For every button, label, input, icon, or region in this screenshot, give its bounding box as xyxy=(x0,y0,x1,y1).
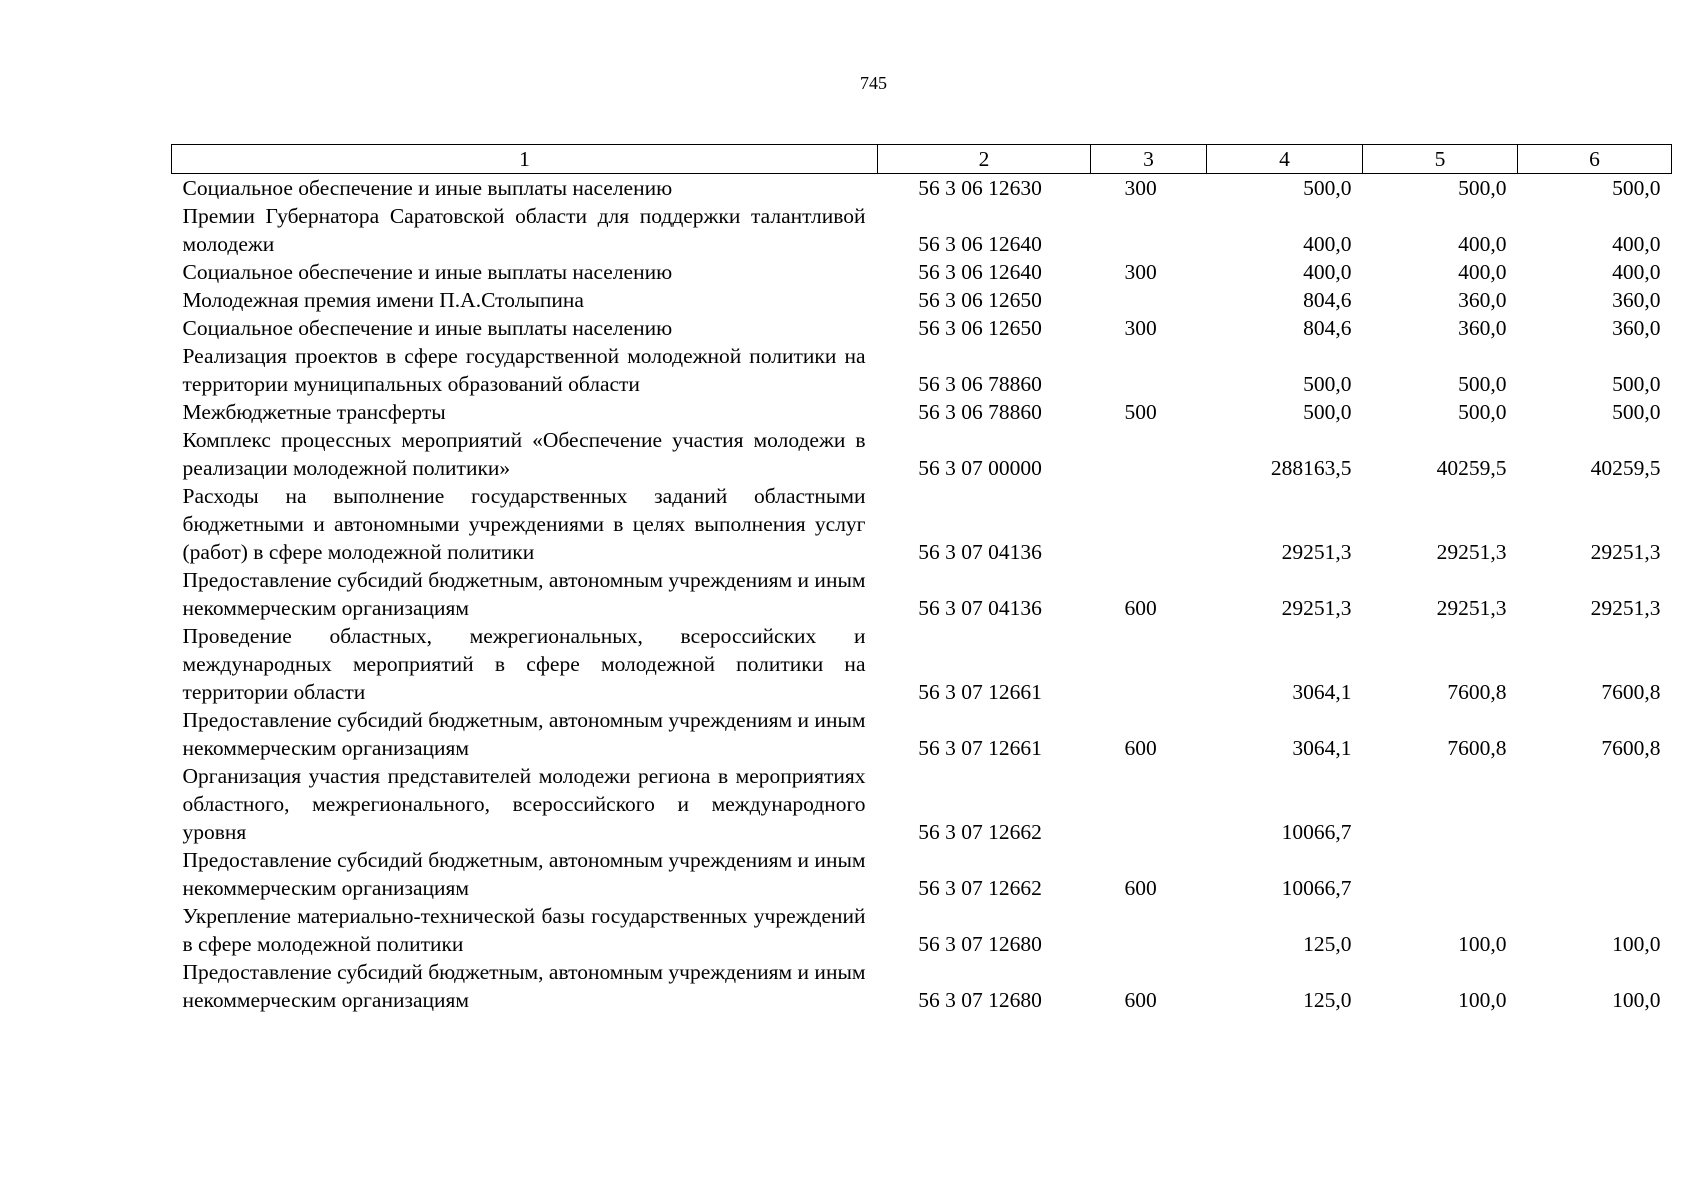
row-value-col6: 29251,3 xyxy=(1590,596,1661,620)
table-row xyxy=(172,202,1672,258)
row-value-col6: 400,0 xyxy=(1612,232,1661,256)
row-code: 56 3 06 12640 xyxy=(918,232,1042,256)
row-value-col4: 29251,3 xyxy=(1281,596,1352,620)
row-value-col4: 400,0 xyxy=(1303,232,1352,256)
row-name: Социальное обеспечение и иные выплаты населению xyxy=(182,176,673,200)
row-expense-type: 300 xyxy=(1124,260,1157,284)
row-expense-type xyxy=(1091,202,1207,258)
row-code: 56 3 07 12661 xyxy=(918,680,1042,704)
row-value-col4: 3064,1 xyxy=(1292,736,1352,760)
table-body xyxy=(172,174,1672,1015)
row-code: 56 3 07 00000 xyxy=(918,456,1042,480)
table-row xyxy=(172,566,1672,622)
row-expense-type: 500 xyxy=(1124,400,1157,424)
row-value-col4: 29251,3 xyxy=(1281,540,1352,564)
row-code: 56 3 06 12650 xyxy=(918,288,1042,312)
header-col-6: 6 xyxy=(1518,145,1672,174)
table-row xyxy=(172,314,1672,342)
row-value-col4: 288163,5 xyxy=(1270,456,1352,480)
table-row xyxy=(172,762,1672,846)
table-row xyxy=(172,958,1672,1014)
table-row xyxy=(172,286,1672,314)
row-name: Премии Губернатора Саратовской области для поддержки талантливой молодежи xyxy=(182,204,866,256)
row-value-col6: 100,0 xyxy=(1612,932,1661,956)
row-code: 56 3 06 78860 xyxy=(918,400,1042,424)
row-expense-type xyxy=(1091,426,1207,482)
row-value-col6: 500,0 xyxy=(1612,176,1661,200)
row-value-col6: 360,0 xyxy=(1612,288,1661,312)
header-col-1: 1 xyxy=(172,145,878,174)
row-value-col5: 100,0 xyxy=(1458,932,1507,956)
row-value-col6: 40259,5 xyxy=(1590,456,1661,480)
header-col-5: 5 xyxy=(1363,145,1518,174)
row-value-col5: 500,0 xyxy=(1458,176,1507,200)
row-name: Проведение областных, межрегиональных, всероссийских и международных мероприятий в сфере молодежной политики на территории области xyxy=(182,624,866,704)
row-name: Расходы на выполнение государственных заданий областными бюджетными и автономными учреждениями в целях выполнения услуг (работ) в сфере молодежной политики xyxy=(182,484,866,564)
row-value-col4: 125,0 xyxy=(1303,932,1352,956)
row-value-col6: 29251,3 xyxy=(1590,540,1661,564)
row-value-col5 xyxy=(1363,762,1518,846)
row-code: 56 3 07 12662 xyxy=(918,820,1042,844)
row-value-col6: 7600,8 xyxy=(1601,680,1661,704)
header-col-4: 4 xyxy=(1207,145,1363,174)
table-row xyxy=(172,706,1672,762)
row-name: Социальное обеспечение и иные выплаты населению xyxy=(182,260,673,284)
row-code: 56 3 07 12661 xyxy=(918,736,1042,760)
row-code: 56 3 06 12640 xyxy=(918,260,1042,284)
row-name: Реализация проектов в сфере государственной молодежной политики на территории муниципальных образований области xyxy=(182,344,866,396)
row-code: 56 3 06 12630 xyxy=(918,176,1042,200)
row-name: Предоставление субсидий бюджетным, автономным учреждениям и иным некоммерческим организациям xyxy=(182,708,866,760)
row-name: Социальное обеспечение и иные выплаты населению xyxy=(182,316,673,340)
row-value-col4: 400,0 xyxy=(1303,260,1352,284)
row-value-col5: 500,0 xyxy=(1458,372,1507,396)
row-value-col5: 400,0 xyxy=(1458,260,1507,284)
table-row xyxy=(172,902,1672,958)
table-row xyxy=(172,342,1672,398)
table-header xyxy=(172,145,1672,174)
table-row xyxy=(172,398,1672,426)
row-value-col6 xyxy=(1518,846,1672,902)
row-value-col5: 29251,3 xyxy=(1436,596,1507,620)
row-code: 56 3 07 12662 xyxy=(918,876,1042,900)
row-expense-type xyxy=(1091,622,1207,706)
row-value-col6: 500,0 xyxy=(1612,400,1661,424)
row-value-col5: 500,0 xyxy=(1458,400,1507,424)
row-code: 56 3 07 12680 xyxy=(918,988,1042,1012)
row-code: 56 3 06 78860 xyxy=(918,372,1042,396)
row-value-col6 xyxy=(1518,762,1672,846)
row-name: Предоставление субсидий бюджетным, автономным учреждениям и иным некоммерческим организациям xyxy=(182,568,866,620)
table-row xyxy=(172,846,1672,902)
row-expense-type xyxy=(1091,902,1207,958)
row-expense-type xyxy=(1091,762,1207,846)
row-expense-type: 300 xyxy=(1124,316,1157,340)
row-value-col5: 360,0 xyxy=(1458,316,1507,340)
row-name: Комплекс процессных мероприятий «Обеспечение участия молодежи в реализации молодежной политики» xyxy=(182,428,866,480)
row-value-col5: 100,0 xyxy=(1458,988,1507,1012)
row-expense-type xyxy=(1091,286,1207,314)
row-value-col5: 40259,5 xyxy=(1436,456,1507,480)
row-expense-type: 600 xyxy=(1124,876,1157,900)
table-row xyxy=(172,482,1672,566)
row-value-col4: 804,6 xyxy=(1303,316,1352,340)
row-value-col6: 7600,8 xyxy=(1601,736,1661,760)
row-name: Предоставление субсидий бюджетным, автономным учреждениям и иным некоммерческим организациям xyxy=(182,960,866,1012)
row-value-col6: 400,0 xyxy=(1612,260,1661,284)
row-value-col4: 500,0 xyxy=(1303,400,1352,424)
table-row xyxy=(172,174,1672,203)
row-value-col6: 500,0 xyxy=(1612,372,1661,396)
row-value-col5: 400,0 xyxy=(1458,232,1507,256)
row-value-col5: 7600,8 xyxy=(1447,680,1507,704)
row-value-col4: 10066,7 xyxy=(1281,820,1352,844)
row-value-col6: 100,0 xyxy=(1612,988,1661,1012)
row-expense-type xyxy=(1091,342,1207,398)
row-name: Молодежная премия имени П.А.Столыпина xyxy=(182,288,584,312)
row-code: 56 3 07 04136 xyxy=(918,540,1042,564)
row-code: 56 3 07 12680 xyxy=(918,932,1042,956)
row-value-col4: 3064,1 xyxy=(1292,680,1352,704)
row-value-col4: 804,6 xyxy=(1303,288,1352,312)
row-code: 56 3 07 04136 xyxy=(918,596,1042,620)
page-number: 745 xyxy=(860,73,887,93)
row-value-col5: 29251,3 xyxy=(1436,540,1507,564)
row-expense-type xyxy=(1091,482,1207,566)
row-value-col4: 500,0 xyxy=(1303,176,1352,200)
row-value-col5 xyxy=(1363,846,1518,902)
row-value-col4: 500,0 xyxy=(1303,372,1352,396)
table-row xyxy=(172,258,1672,286)
row-code: 56 3 06 12650 xyxy=(918,316,1042,340)
row-expense-type: 600 xyxy=(1124,988,1157,1012)
header-row xyxy=(172,145,1672,174)
row-expense-type: 300 xyxy=(1124,176,1157,200)
row-value-col4: 10066,7 xyxy=(1281,876,1352,900)
row-name: Организация участия представителей молодежи региона в мероприятиях областного, межрегионального, всероссийского и международного уровня xyxy=(182,764,866,844)
row-expense-type: 600 xyxy=(1124,596,1157,620)
header-col-2: 2 xyxy=(878,145,1091,174)
budget-table xyxy=(171,144,1672,1014)
row-value-col5: 7600,8 xyxy=(1447,736,1507,760)
row-name: Укрепление материально-технической базы государственных учреждений в сфере молодежной политики xyxy=(182,904,866,956)
row-name: Межбюджетные трансферты xyxy=(182,400,446,424)
row-value-col6: 360,0 xyxy=(1612,316,1661,340)
row-value-col4: 125,0 xyxy=(1303,988,1352,1012)
table-row xyxy=(172,426,1672,482)
table-row xyxy=(172,622,1672,706)
row-expense-type: 600 xyxy=(1124,736,1157,760)
row-value-col5: 360,0 xyxy=(1458,288,1507,312)
row-name: Предоставление субсидий бюджетным, автономным учреждениям и иным некоммерческим организациям xyxy=(182,848,866,900)
header-col-3: 3 xyxy=(1091,145,1207,174)
